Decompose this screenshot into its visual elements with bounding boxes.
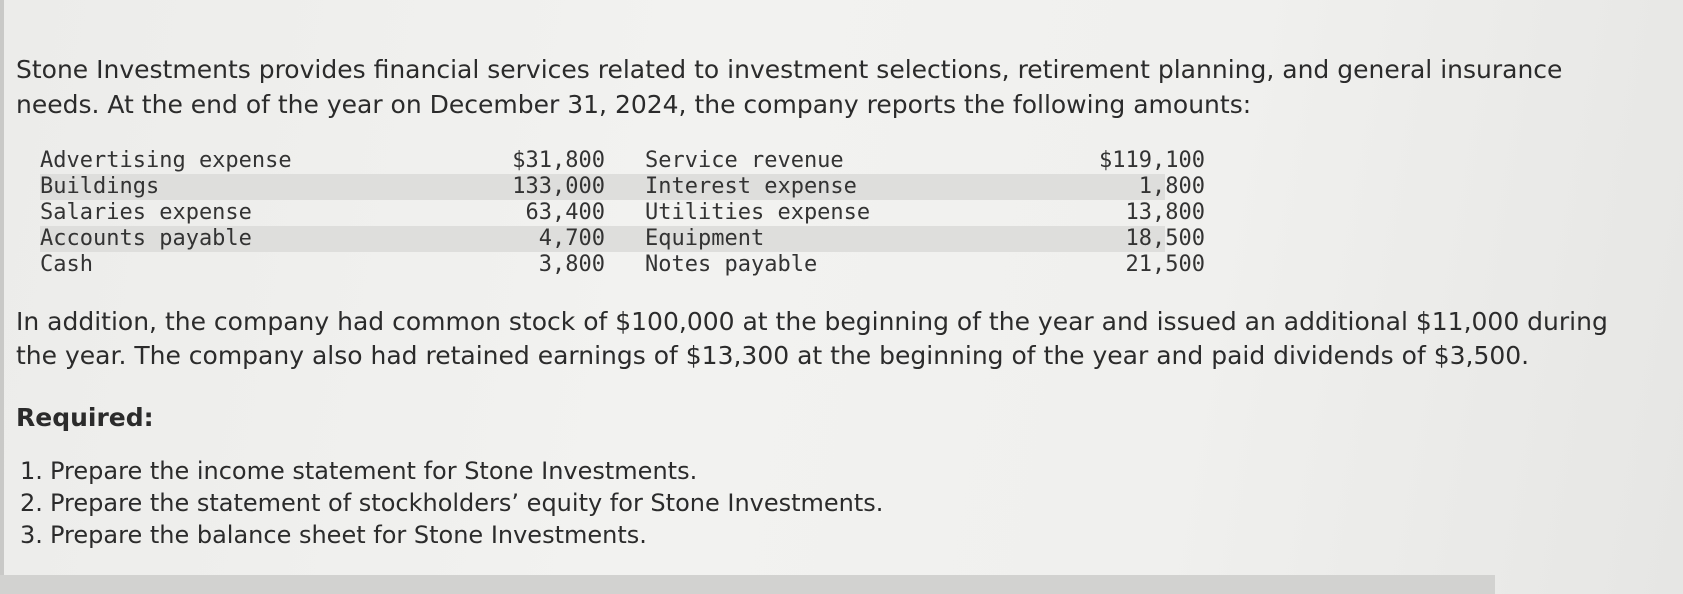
right-account-value: 13,800 xyxy=(1125,200,1205,225)
list-item xyxy=(16,455,883,487)
bottom-divider-bar xyxy=(0,575,1495,594)
right-account-value: $119,100 xyxy=(1099,148,1205,173)
left-account-label: Accounts payable xyxy=(40,226,252,251)
right-account-label: Utilities expense xyxy=(645,200,871,225)
right-account-value: 21,500 xyxy=(1125,252,1205,277)
list-item-number: 3. xyxy=(20,521,43,549)
table-row xyxy=(40,226,1205,252)
right-account-label: Interest expense xyxy=(645,174,857,199)
left-account-label: Cash xyxy=(40,252,93,277)
right-account-label: Equipment xyxy=(645,226,765,251)
list-item xyxy=(16,519,883,551)
list-item-text: Prepare the income statement for Stone Investments. xyxy=(50,457,698,485)
list-item-text: Prepare the statement of stockholders’ equity for Stone Investments. xyxy=(50,489,884,517)
page-left-edge xyxy=(0,0,4,594)
left-account-label: Advertising expense xyxy=(40,148,292,173)
left-account-value: 63,400 xyxy=(525,200,605,225)
left-account-value: 133,000 xyxy=(512,174,605,199)
left-account-value: 4,700 xyxy=(538,226,605,251)
table-row xyxy=(40,252,1205,278)
intro-paragraph: Stone Investments provides financial services related to investment selections, retirement planning, and general insurance needs. At the end of the year on December 31, 2024, the company reports the following amounts: xyxy=(16,55,1563,119)
required-heading: Required: xyxy=(16,403,154,432)
left-account-value: $31,800 xyxy=(512,148,605,173)
additional-info-paragraph: In addition, the company had common stock of $100,000 at the beginning of the year and issued an additional $11,000 during the year. The company also had retained earnings of $13,300 at the beginning of the year and paid dividends of $3,500. xyxy=(16,307,1608,370)
right-account-label: Notes payable xyxy=(645,252,818,277)
table-row xyxy=(40,148,1205,174)
required-list xyxy=(16,455,883,551)
list-item xyxy=(16,487,883,519)
table-row xyxy=(40,174,1205,200)
left-account-value: 3,800 xyxy=(538,252,605,277)
right-account-value: 18,500 xyxy=(1125,226,1205,251)
right-account-value: 1,800 xyxy=(1138,174,1205,199)
table-row xyxy=(40,200,1205,226)
accounts-table xyxy=(40,148,1205,278)
left-account-label: Buildings xyxy=(40,174,160,199)
left-account-label: Salaries expense xyxy=(40,200,252,225)
list-item-number: 2. xyxy=(20,489,43,517)
list-item-number: 1. xyxy=(20,457,43,485)
list-item-text: Prepare the balance sheet for Stone Investments. xyxy=(50,521,647,549)
right-account-label: Service revenue xyxy=(645,148,844,173)
